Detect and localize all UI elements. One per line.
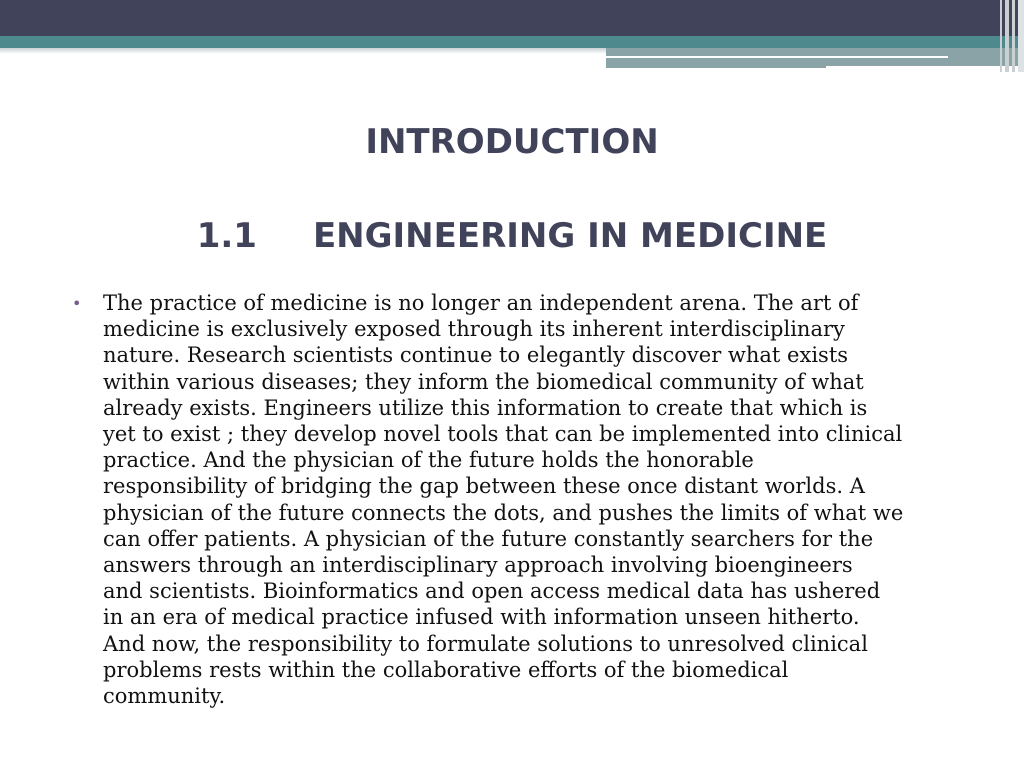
paragraph-line: medicine is exclusively exposed through its inherent interdisciplinary (103, 317, 845, 342)
section-title: ENGINEERING IN MEDICINE (312, 216, 828, 256)
paragraph-line: already exists. Engineers utilize this information to create that which is (103, 395, 868, 420)
paragraph-line: can offer patients. A physician of the future constantly searchers for the (103, 526, 874, 551)
paragraph-line: problems rests within the collaborative efforts of the biomedical (103, 657, 789, 682)
paragraph-line: in an era of medical practice infused with information unseen hitherto. (103, 605, 860, 630)
paragraph-line: The practice of medicine is no longer an independent arena. The art of (103, 291, 859, 315)
header-stripes (988, 0, 1024, 72)
bullet-paragraph (103, 290, 972, 709)
slide-title (0, 118, 1024, 260)
bullet-item (72, 290, 972, 709)
section-number: 1.1 (196, 216, 257, 256)
paragraph-line: within various diseases; they inform the biomedical community of what (103, 369, 864, 394)
header-stripe (1000, 0, 1002, 72)
header-stripe (1012, 0, 1015, 72)
paragraph-line: and scientists. Bioinformatics and open access medical data has ushered (103, 579, 881, 604)
paragraph-line: nature. Research scientists continue to elegantly discover what exists (103, 343, 849, 368)
paragraph-line: yet to exist ; they develop novel tools that can be implemented into clinical (103, 422, 903, 447)
paragraph-line: community. (103, 684, 226, 709)
paragraph-line: responsibility of bridging the gap between these once distant worlds. A (103, 474, 865, 499)
header-accent-block (606, 48, 1024, 68)
title-heading: INTRODUCTION (365, 122, 659, 162)
bullet-icon: • (72, 294, 82, 313)
header-stripe (1005, 0, 1009, 72)
header-bar-teal (0, 36, 1024, 48)
paragraph-line: practice. And the physician of the future holds the honorable (103, 448, 754, 473)
header-accent-line (606, 56, 948, 58)
paragraph-line: physician of the future connects the dots, and pushes the limits of what we (103, 500, 904, 525)
header-bar-dark (0, 0, 1024, 36)
paragraph-line: answers through an interdisciplinary approach involving bioengineers (103, 553, 853, 578)
section-heading (0, 212, 1024, 260)
header-stripe (1018, 0, 1024, 72)
paragraph-line: And now, the responsibility to formulate solutions to unresolved clinical (103, 631, 868, 656)
slide-body (72, 290, 972, 709)
